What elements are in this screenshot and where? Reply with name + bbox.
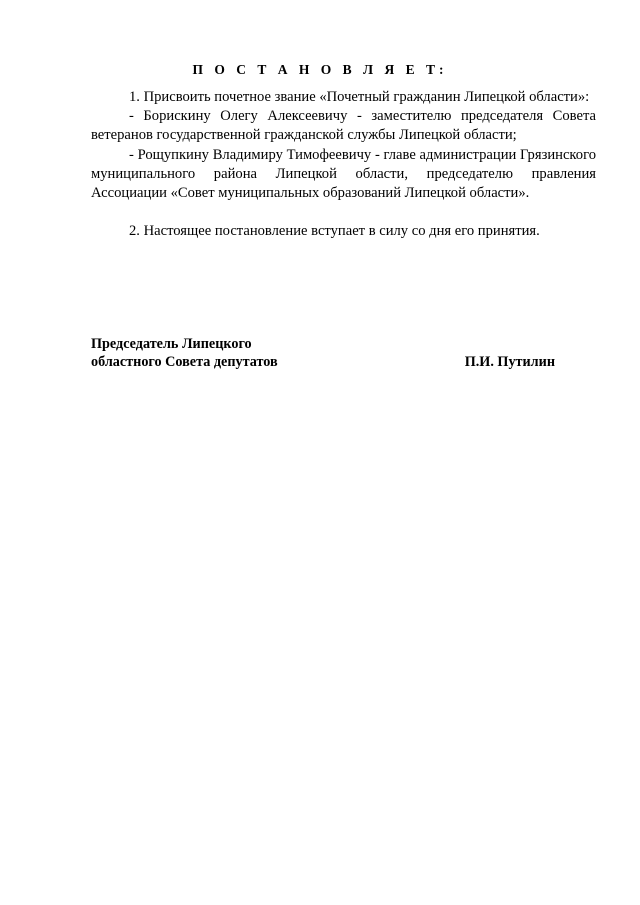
signature-position-line1: Председатель Липецкого — [91, 336, 252, 352]
paragraph-recipient-roshchupkin: - Рощупкину Владимиру Тимофеевичу - главе администрации Грязинского муниципального района Липецкой области, председателю правления Ассоциации «Совет муниципальных образований Липецкой области». — [91, 146, 596, 202]
paragraph-effective-date: 2. Настоящее постановление вступает в силу со дня его принятия. — [129, 223, 540, 240]
signature-line-2 — [91, 354, 561, 372]
paragraph-recipient-boriskin: - Борискину Олегу Алексеевичу - заместителю председателя Совета ветеранов государственной гражданской службы Липецкой области; — [91, 108, 596, 144]
signature-position-line2: областного Совета депутатов — [91, 353, 278, 370]
signatory-name: П.И. Путилин — [464, 353, 555, 370]
signature-line-1 — [91, 336, 561, 354]
signature-block — [91, 336, 561, 371]
document-heading: П О С Т А Н О В Л Я Е Т: — [192, 62, 448, 77]
document-body — [91, 88, 596, 241]
paragraph-assign-title: 1. Присвоить почетное звание «Почетный гражданин Липецкой области»: — [129, 89, 590, 105]
